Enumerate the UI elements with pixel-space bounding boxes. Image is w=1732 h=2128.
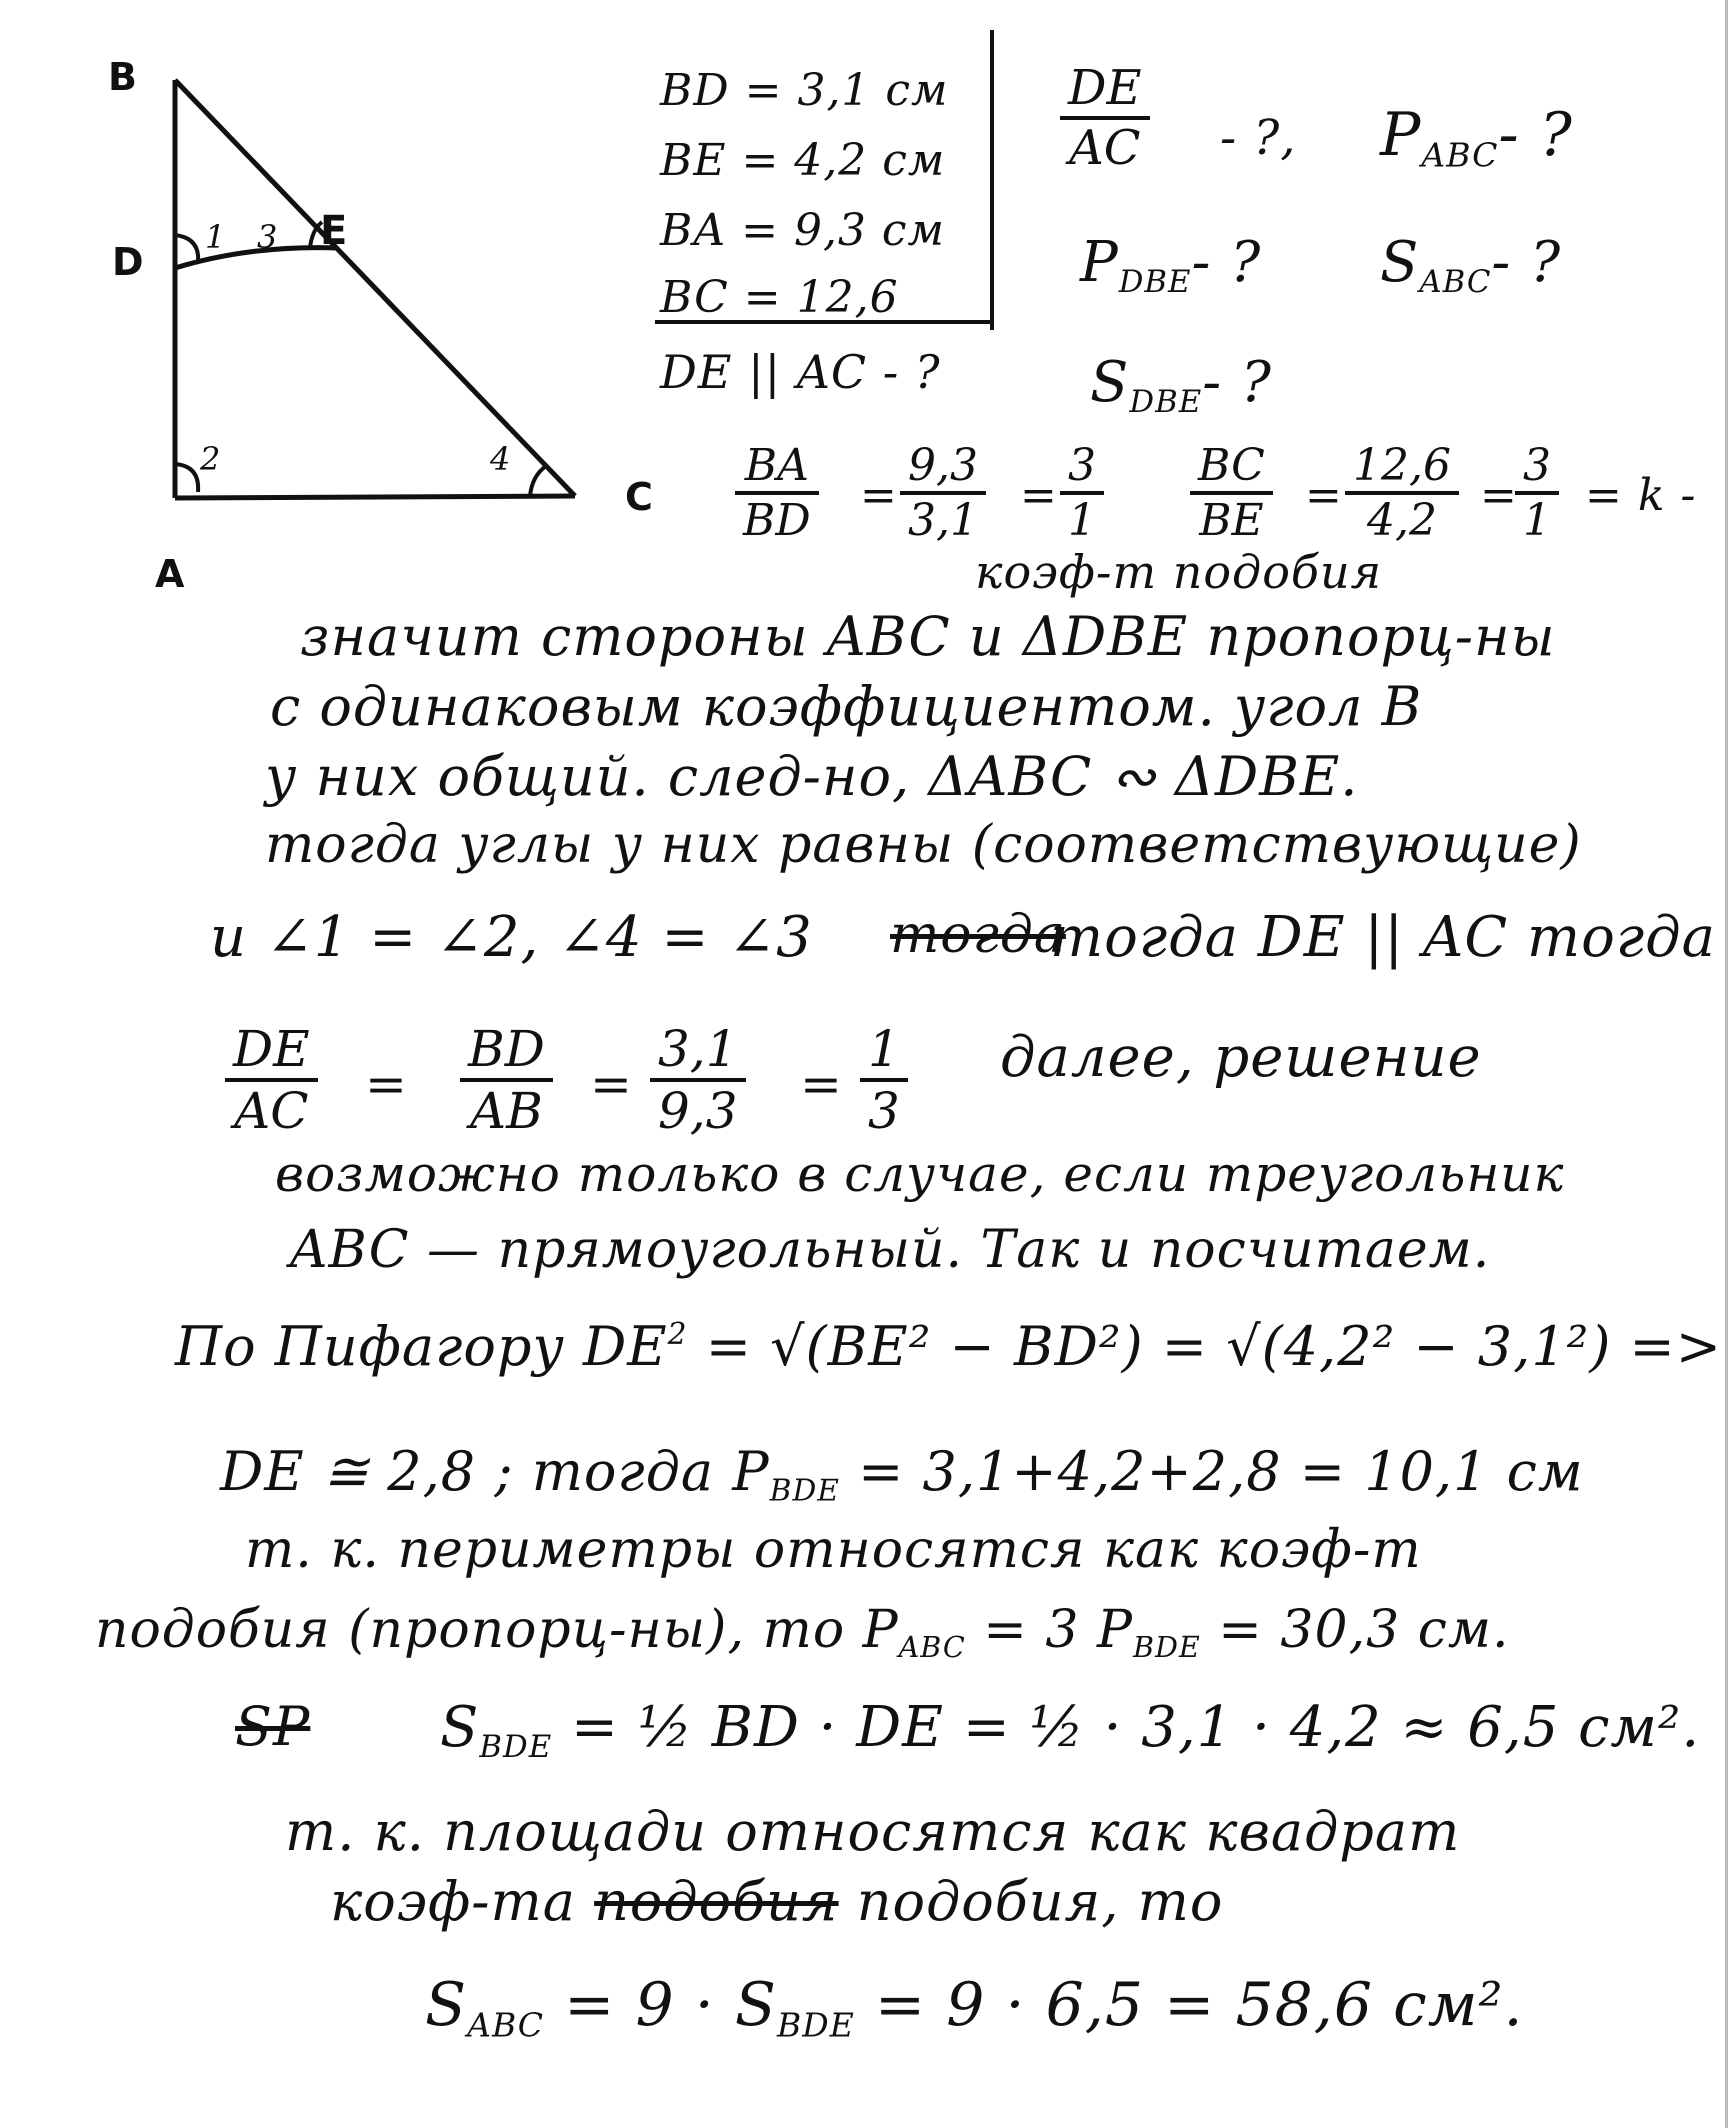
line-16 bbox=[425, 1970, 1524, 2045]
frac-31-93-den: 9,3 bbox=[658, 1082, 738, 1140]
ratio-ba-bd-num: BA bbox=[735, 440, 819, 495]
ratio-93-31-num: 9,3 bbox=[900, 440, 986, 495]
question-s-abc-sub: ABC bbox=[1419, 263, 1492, 300]
ratio-eq-2: = bbox=[1020, 470, 1058, 521]
line-3: у них общий. след-но, ΔABC ∾ ΔDBE. bbox=[265, 745, 1359, 808]
line-8: ABC — прямоугольный. Так и посчитаем. bbox=[290, 1220, 1491, 1280]
given-parallel: DE || AC - ? bbox=[660, 345, 941, 399]
question-s-abc-letter: S bbox=[1380, 230, 1420, 295]
question-p-dbe-letter: P bbox=[1080, 230, 1119, 295]
frac-de-ac-den: AC bbox=[234, 1082, 309, 1140]
line-13 bbox=[440, 1695, 1700, 1765]
frac-1-3-num: 1 bbox=[860, 1020, 908, 1082]
ratio-k: = k - bbox=[1585, 470, 1697, 521]
line-5-angles: и ∠1 = ∠2, ∠4 = ∠3 bbox=[210, 905, 813, 970]
question-ratio-num: DE bbox=[1060, 60, 1150, 120]
line-13-struck: SP bbox=[235, 1695, 311, 1758]
ratio-3-1-a-den: 1 bbox=[1068, 495, 1096, 546]
given-bc: BC = 12,6 bbox=[660, 272, 899, 323]
question-s-dbe-q: - ? bbox=[1202, 350, 1272, 415]
line-11: т. к. периметры относятся как коэф-т bbox=[245, 1520, 1422, 1580]
ratio-3-1-b bbox=[1515, 440, 1559, 546]
angle-4-label: 4 bbox=[490, 440, 512, 478]
line-16-a: S bbox=[425, 1970, 468, 2040]
ratio-eq-1: = bbox=[860, 470, 898, 521]
line-15 bbox=[330, 1870, 1223, 1933]
frac-1-3 bbox=[860, 1020, 908, 1140]
ratio-ba-bd bbox=[735, 440, 819, 546]
line-9-a: По Пифагору DE bbox=[175, 1315, 668, 1378]
question-p-abc bbox=[1380, 100, 1573, 175]
line-16-c: = 9 · 6,5 = 58,6 см². bbox=[874, 1970, 1524, 2040]
question-ratio-den: AC bbox=[1069, 120, 1141, 176]
line-12 bbox=[95, 1600, 1509, 1664]
question-s-abc-q: - ? bbox=[1491, 230, 1562, 295]
line-10-a: DE ≅ 2,8 ; тогда P bbox=[220, 1440, 770, 1503]
question-p-dbe bbox=[1080, 230, 1261, 300]
ratio-bc-be bbox=[1190, 440, 1273, 546]
vertex-c-label: C bbox=[625, 475, 654, 519]
line-16-b: = 9 · S bbox=[564, 1970, 777, 2040]
ratio-k-caption: коэф-т подобия bbox=[975, 545, 1383, 599]
line-5-parallel: тогда DE || AC тогда bbox=[1050, 905, 1716, 970]
question-p-abc-q: - ? bbox=[1498, 100, 1573, 170]
ratio-bc-be-num: BC bbox=[1190, 440, 1273, 495]
line-12-a: подобия (пропорц-ны), то P bbox=[95, 1600, 899, 1660]
ratio-3-1-b-num: 3 bbox=[1515, 440, 1559, 495]
line-13-sub: BDE bbox=[479, 1728, 553, 1765]
angle-1-arc bbox=[175, 235, 198, 262]
question-s-dbe-letter: S bbox=[1090, 350, 1130, 415]
question-p-abc-sub: ABC bbox=[1421, 135, 1499, 175]
line-2: с одинаковым коэффициентом. угол B bbox=[270, 675, 1423, 738]
line-12-sub2: BDE bbox=[1132, 1630, 1201, 1664]
question-p-dbe-sub: DBE bbox=[1118, 263, 1192, 300]
ratio-3-1-a-num: 3 bbox=[1060, 440, 1104, 495]
angle-2-label: 2 bbox=[200, 440, 222, 478]
line-9-sup: 2 bbox=[667, 1317, 688, 1353]
side-ac bbox=[175, 496, 575, 498]
given-ba: BA = 9,3 см bbox=[660, 205, 946, 256]
ratio-126-42 bbox=[1345, 440, 1459, 546]
line-10-sub: BDE bbox=[769, 1473, 840, 1509]
ratio-eq-4: = bbox=[1480, 470, 1518, 521]
given-bd: BD = 3,1 см bbox=[660, 65, 949, 116]
vertex-d-label: D bbox=[112, 240, 145, 284]
line-16-sub: ABC bbox=[467, 2005, 545, 2045]
vertex-a-label: A bbox=[155, 552, 186, 596]
frac-bd-ab bbox=[460, 1020, 553, 1140]
line-13-b: = ½ BD · DE = ½ · 3,1 · 4,2 ≈ 6,5 см². bbox=[571, 1695, 1701, 1760]
question-ratio-mark: - ?, bbox=[1220, 110, 1297, 166]
question-p-abc-letter: P bbox=[1380, 100, 1422, 170]
scan-edge bbox=[1725, 0, 1728, 2128]
vertex-b-label: B bbox=[108, 55, 138, 99]
ratio-126-42-den: 4,2 bbox=[1366, 495, 1437, 546]
line-14: т. к. площади относятся как квадрат bbox=[285, 1800, 1461, 1863]
line-13-a: S bbox=[440, 1695, 480, 1760]
ratio-eq-3: = bbox=[1305, 470, 1343, 521]
frac-bd-ab-num: BD bbox=[460, 1020, 553, 1082]
frac-de-ac-num: DE bbox=[225, 1020, 318, 1082]
line-12-b: = 3 P bbox=[983, 1600, 1133, 1660]
line-15-struck: подобия bbox=[594, 1870, 839, 1933]
line-1: значит стороны ABC и ΔDBE пропорц-ны bbox=[300, 605, 1556, 668]
line-15-b: подобия, то bbox=[856, 1870, 1224, 1933]
frac-bd-ab-den: AB bbox=[469, 1082, 543, 1140]
question-s-abc bbox=[1380, 230, 1561, 300]
side-bc bbox=[175, 80, 575, 496]
line-6-tail: далее, решение bbox=[1000, 1025, 1482, 1090]
frac-eq-1: = bbox=[365, 1055, 408, 1113]
line-7: возможно только в случае, если треугольник bbox=[275, 1145, 1565, 1203]
question-ratio bbox=[1060, 60, 1150, 176]
triangle-figure bbox=[100, 40, 740, 660]
line-4: тогда углы у них равны (соответствующие) bbox=[265, 815, 1582, 875]
frac-eq-2: = bbox=[590, 1055, 633, 1113]
ratio-126-42-num: 12,6 bbox=[1345, 440, 1459, 495]
angle-4-arc bbox=[530, 466, 546, 496]
frac-31-93 bbox=[650, 1020, 746, 1140]
line-15-a: коэф-та bbox=[330, 1870, 576, 1933]
question-p-dbe-q: - ? bbox=[1191, 230, 1262, 295]
question-s-dbe bbox=[1090, 350, 1272, 420]
ratio-bc-be-den: BE bbox=[1199, 495, 1264, 546]
line-10-b: = 3,1+4,2+2,8 = 10,1 см bbox=[858, 1440, 1584, 1503]
line-10 bbox=[220, 1440, 1584, 1508]
frac-1-3-den: 3 bbox=[868, 1082, 900, 1140]
line-12-sub: ABC bbox=[898, 1630, 966, 1664]
ratio-3-1-a bbox=[1060, 440, 1104, 546]
frac-de-ac bbox=[225, 1020, 318, 1140]
given-divider-vertical bbox=[990, 30, 994, 330]
angle-3-label: 3 bbox=[257, 218, 279, 256]
line-5-struck: тогда bbox=[890, 905, 1066, 965]
ratio-3-1-b-den: 1 bbox=[1523, 495, 1551, 546]
frac-31-93-num: 3,1 bbox=[650, 1020, 746, 1082]
line-9 bbox=[175, 1315, 1722, 1378]
vertex-e-label: E bbox=[320, 208, 349, 254]
line-16-sub2: BDE bbox=[776, 2005, 855, 2045]
question-s-dbe-sub: DBE bbox=[1129, 383, 1203, 420]
given-be: BE = 4,2 см bbox=[660, 135, 946, 186]
ratio-ba-bd-den: BD bbox=[743, 495, 811, 546]
ratio-93-31 bbox=[900, 440, 986, 546]
line-12-c: = 30,3 см. bbox=[1218, 1600, 1510, 1660]
angle-1-label: 1 bbox=[205, 218, 227, 256]
frac-eq-3: = bbox=[800, 1055, 843, 1113]
ratio-93-31-den: 3,1 bbox=[908, 495, 978, 546]
angle-2-arc bbox=[175, 464, 198, 492]
line-9-b: = √(BE² − BD²) = √(4,2² − 3,1²) => bbox=[705, 1315, 1723, 1378]
